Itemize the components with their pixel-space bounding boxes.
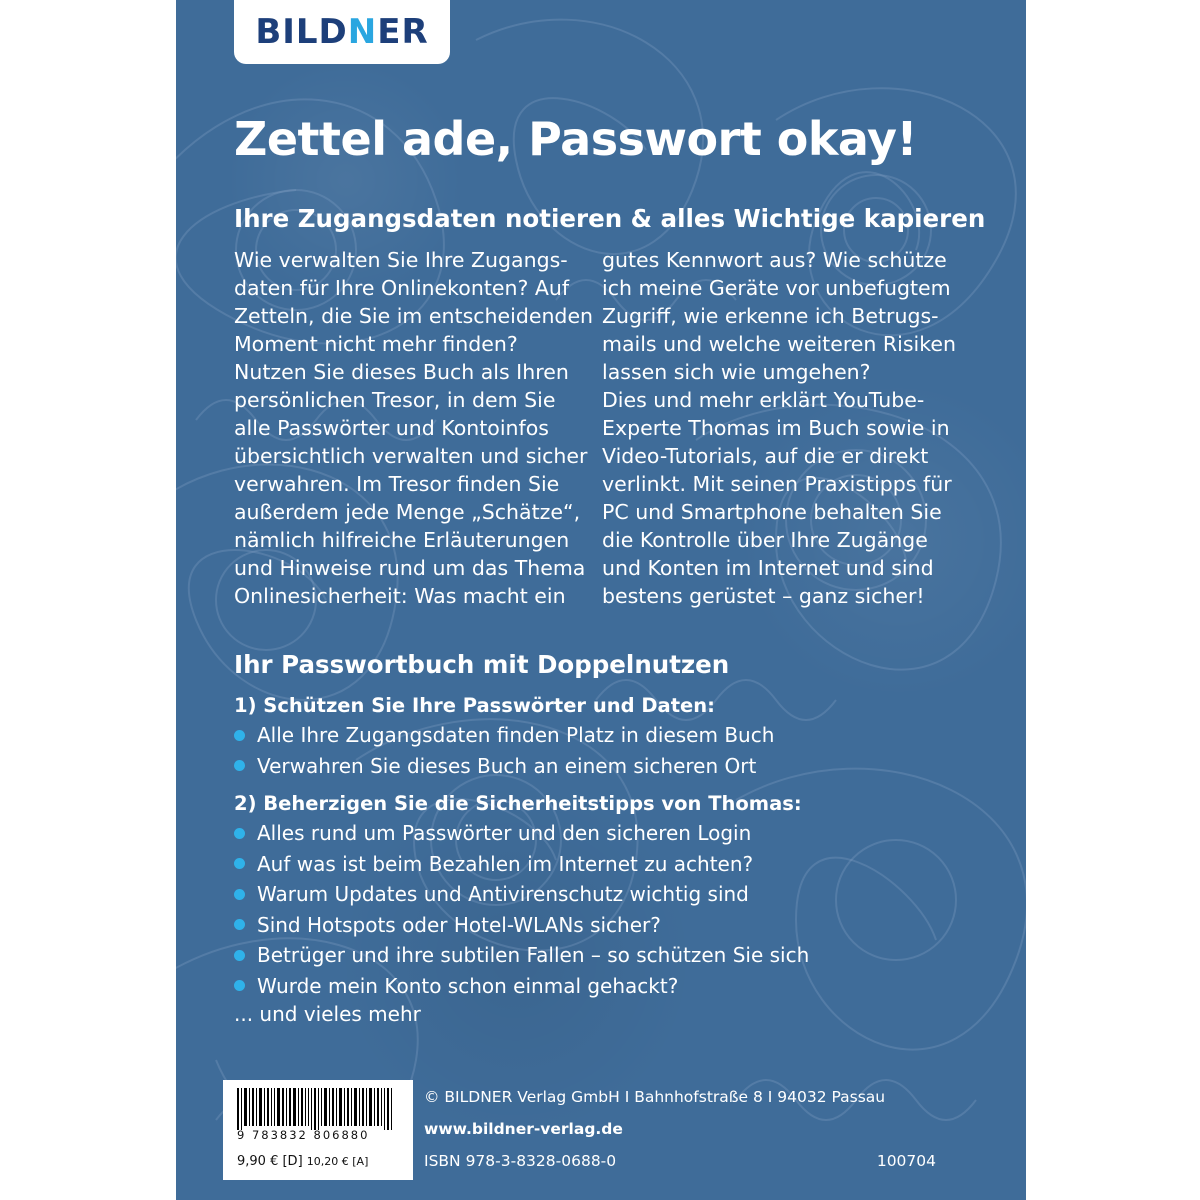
list-item [234,910,809,941]
text-line: mails und welche weiteren Risiken [602,332,956,356]
price-germany: 9,90 € [D] [237,1154,303,1169]
text-line: Onlinesicherheit: Was macht ein [234,584,566,608]
text-line: nämlich hilfreiche Erläuterungen [234,528,570,552]
list-item [234,818,809,849]
publisher-logo [234,0,450,64]
bullet-dot-icon [234,980,245,991]
list-item [234,940,809,971]
list-item-text: Sind Hotspots oder Hotel-WLANs sicher? [257,912,661,937]
text-line: verlinkt. Mit seinen Praxistipps für [602,472,952,496]
list-item-text: Auf was ist beim Bezahlen im Internet zu achten? [257,851,754,876]
publisher-imprint: © BILDNER Verlag GmbH I Bahnhofstraße 8 I 94032 Passau [424,1088,886,1106]
text-line: Video-Tutorials, auf die er direkt [602,444,929,468]
features-heading: Ihr Passwortbuch mit Doppelnutzen [234,650,730,679]
barcode-label [223,1080,413,1180]
list-item [234,720,774,751]
feature-group-2-heading: 2) Beherzigen Sie die Sicherheitstipps von Thomas: [234,792,802,815]
text-line: Wie verwalten Sie Ihre Zugangs- [234,248,568,272]
article-number: 100704 [876,1152,936,1170]
text-line: außerdem jede Menge „Schätze“, [234,500,581,524]
list-item-text: Wurde mein Konto schon einmal gehackt? [257,973,679,998]
list-item [234,751,774,782]
price-label [237,1154,368,1169]
feature-group-2-list [234,818,809,1001]
text-line: Moment nicht mehr finden? [234,332,518,356]
text-line: Zugriff, wie erkenne ich Betrugs- [602,304,939,328]
publisher-website: www.bildner-verlag.de [424,1120,623,1138]
bullet-dot-icon [234,858,245,869]
intro-text-left-column [234,246,593,610]
text-line: bestens gerüstet – ganz sicher! [602,584,925,608]
publisher-logo-text: BILDNER [255,12,429,52]
text-line: lassen sich wie umgehen? [602,360,871,384]
logo-accent-letter: N [347,12,378,52]
text-line: ich meine Geräte vor unbefugtem [602,276,951,300]
text-line: PC und Smartphone behalten Sie [602,500,942,524]
book-title: Zettel ade, Passwort okay! [234,112,918,166]
bullet-dot-icon [234,730,245,741]
feature-group-1-heading: 1) Schützen Sie Ihre Passwörter und Daten: [234,694,715,717]
text-line: und Konten im Internet und sind [602,556,934,580]
text-line: Experte Thomas im Buch sowie in [602,416,950,440]
and-more-text: ... und vieles mehr [234,1002,421,1026]
barcode-digits: 9 783832 806880 [237,1128,370,1142]
price-austria: 10,20 € [A] [306,1155,369,1168]
bullet-dot-icon [234,889,245,900]
text-line: und Hinweise rund um das Thema [234,556,586,580]
text-line: Zetteln, die Sie im entscheidenden [234,304,594,328]
book-back-cover [176,0,1026,1200]
text-line: alle Passwörter und Kontoinfos [234,416,549,440]
list-item-text: Alles rund um Passwörter und den sicheren Login [257,821,752,846]
bullet-dot-icon [234,919,245,930]
book-subtitle: Ihre Zugangsdaten notieren & alles Wichtige kapieren [234,204,986,233]
bullet-dot-icon [234,950,245,961]
text-line: übersichtlich verwalten und sicher [234,444,588,468]
bullet-dot-icon [234,828,245,839]
list-item-text: Betrüger und ihre subtilen Fallen – so schützen Sie sich [257,943,810,968]
barcode-icon [237,1088,399,1130]
list-item [234,849,809,880]
list-item [234,879,809,910]
feature-group-1-list [234,720,774,781]
isbn-number: ISBN 978-3-8328-0688-0 [424,1152,617,1170]
text-line: daten für Ihre Onlinekonten? Auf [234,276,570,300]
text-line: die Kontrolle über Ihre Zugänge [602,528,928,552]
intro-text-right-column [602,246,956,610]
list-item-text: Alle Ihre Zugangsdaten finden Platz in diesem Buch [257,723,775,748]
text-line: Dies und mehr erklärt YouTube- [602,388,925,412]
list-item [234,971,809,1002]
list-item-text: Verwahren Sie dieses Buch an einem sicheren Ort [257,753,757,778]
list-item-text: Warum Updates und Antivirenschutz wichtig sind [257,882,749,907]
text-line: persönlichen Tresor, in dem Sie [234,388,556,412]
text-line: gutes Kennwort aus? Wie schütze [602,248,947,272]
text-line: Nutzen Sie dieses Buch als Ihren [234,360,569,384]
text-line: verwahren. Im Tresor finden Sie [234,472,560,496]
bullet-dot-icon [234,760,245,771]
